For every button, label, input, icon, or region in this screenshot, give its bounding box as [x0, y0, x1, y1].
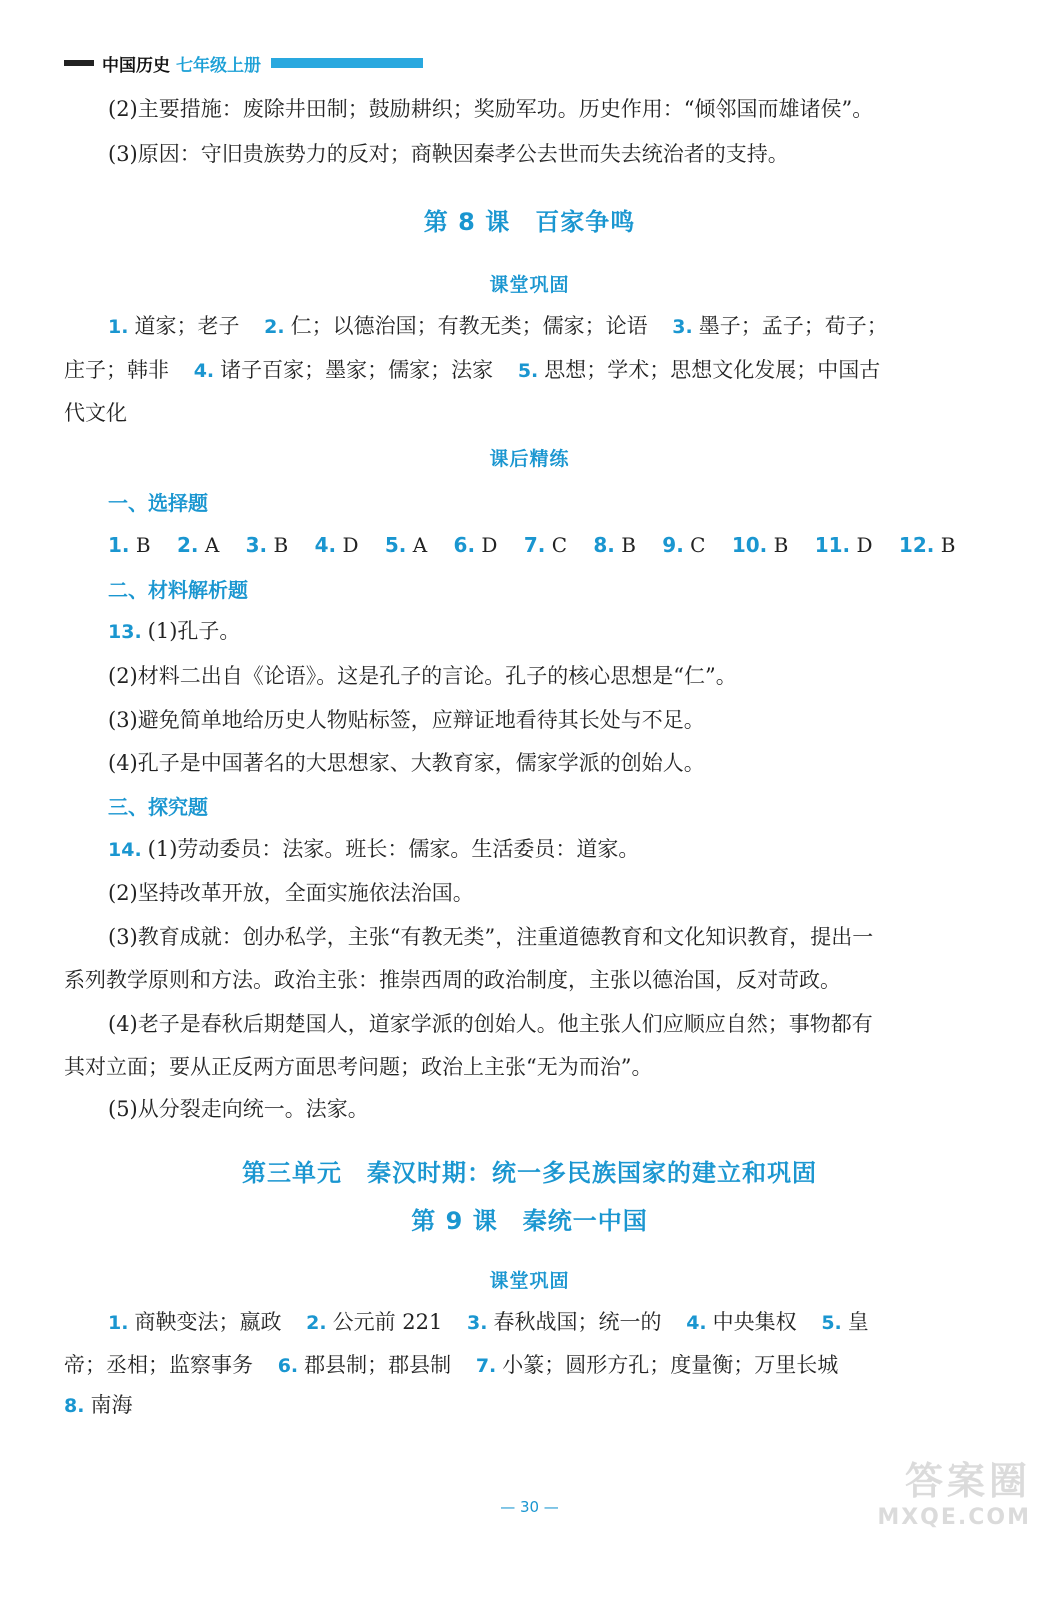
q13-part-1: [108, 616, 240, 647]
q13-part-4: (4)孔子是中国著名的大思想家、大教育家，儒家学派的创始人。: [108, 751, 705, 775]
choice-answer: A: [412, 533, 428, 557]
q14-part-5: (5)从分裂走向统一。法家。: [108, 1097, 369, 1121]
choice-answer: D: [342, 533, 359, 557]
watermark-url: MXQE.COM: [877, 1505, 1031, 1530]
answer-text: 帝；丞相；监察事务: [64, 1353, 253, 1377]
page-number: — 30 —: [500, 1498, 559, 1516]
choice-item: [246, 533, 289, 557]
section-inquiry: 三、探究题: [108, 795, 208, 819]
answer-text: 道家；老子: [134, 314, 240, 338]
watermark-text: 答案圈: [904, 1459, 1031, 1503]
choice-item: [899, 533, 956, 557]
q-number: 3.: [245, 533, 268, 557]
q-number: 2.: [264, 316, 285, 338]
running-header: [64, 50, 423, 76]
choice-answer: B: [135, 533, 151, 557]
header-bar: [64, 60, 94, 66]
answer-text: 商鞅变法；嬴政: [134, 1310, 282, 1334]
lesson-8-consolidate-line-1: [108, 311, 888, 342]
q-number: 5.: [384, 533, 407, 557]
choice-item: [177, 533, 219, 557]
answer-text: 春秋战国；统一的: [493, 1310, 662, 1334]
answer-text: (1)劳动委员：法家。班长：儒家。生活委员：道家。: [147, 837, 640, 861]
choice-item: [662, 533, 705, 557]
choice-answer: C: [690, 533, 706, 557]
lesson-9-title: 第 9 课 秦统一中国: [411, 1207, 648, 1235]
q-number: 1.: [108, 533, 130, 557]
q-number: 9.: [662, 533, 684, 557]
choice-item: [732, 533, 789, 557]
lesson-8-consolidate-line-2: [64, 355, 880, 386]
choice-item: [593, 533, 636, 557]
section-multiple-choice: 一、选择题: [108, 491, 208, 515]
q-number: 8.: [64, 1395, 85, 1417]
q-number: 4.: [686, 1312, 707, 1334]
lesson-9-consolidate-line-3: [64, 1390, 132, 1421]
choice-answer: D: [481, 533, 498, 557]
prev-answer-2: (2)主要措施：废除井田制；鼓励耕织；奖励军功。历史作用：“倾邻国而雄诸侯”。: [108, 97, 874, 121]
book-title: 中国历史: [102, 55, 170, 76]
q-number: 7.: [523, 533, 546, 557]
q14-part-3b: 系列教学原则和方法。政治主张：推崇西周的政治制度，主张以德治国，反对苛政。: [64, 968, 841, 992]
q-number: 4.: [193, 360, 215, 382]
lesson-9-consolidate-line-2: [64, 1350, 838, 1381]
q-number: 8.: [593, 533, 615, 557]
lesson-9-consolidate-line-1: [108, 1307, 869, 1338]
answer-text: 庄子；韩非: [64, 358, 169, 382]
choice-answer: D: [856, 533, 873, 557]
q-number: 7.: [475, 1355, 497, 1377]
answer-text: 诸子百家；墨家；儒家；法家: [220, 358, 494, 382]
q-number: 5.: [821, 1312, 842, 1334]
q-number: 11.: [814, 533, 851, 557]
q-number: 2.: [306, 1312, 327, 1334]
q-number: 13.: [108, 621, 142, 643]
choice-answer: B: [621, 533, 636, 557]
header-stripe: [271, 58, 423, 68]
answer-text: (1)孔子。: [147, 619, 241, 643]
answer-text: 皇: [847, 1310, 869, 1334]
choice-item: [524, 533, 567, 557]
answer-text: 小篆；圆形方孔；度量衡；万里长城: [502, 1353, 839, 1377]
q14-part-3a: (3)教育成就：创办私学，主张“有教无类”，注重道德教育和文化知识教育，提出一: [108, 925, 874, 949]
choice-answer: A: [204, 533, 220, 557]
q-number: 5.: [517, 360, 539, 382]
answer-text: 郡县制；郡县制: [304, 1353, 452, 1377]
choice-item: [385, 533, 427, 557]
q-number: 6.: [453, 533, 476, 557]
choice-item: [815, 533, 873, 557]
choice-item: [454, 533, 498, 557]
lesson-8-consolidate-line-3: 代文化: [64, 401, 127, 425]
q-number: 12.: [898, 533, 935, 557]
prev-answer-3: (3)原因：守旧贵族势力的反对；商鞅因秦孝公去世而失去统治者的支持。: [108, 142, 789, 166]
q14-part-1: [108, 834, 639, 865]
q-number: 1.: [108, 1312, 129, 1334]
q14-part-4a: (4)老子是春秋后期楚国人，道家学派的创始人。他主张人们应顺应自然；事物都有: [108, 1012, 873, 1036]
q-number: 3.: [467, 1312, 488, 1334]
answer-text: 墨子；孟子；荀子；: [698, 314, 888, 338]
q-number: 6.: [277, 1355, 299, 1377]
answer-text: 中央集权: [712, 1310, 797, 1334]
answer-text: 南海: [90, 1393, 133, 1417]
choice-item: [108, 533, 151, 557]
q14-part-4b: 其对立面；要从正反两方面思考问题；政治上主张“无为而治”。: [64, 1055, 653, 1079]
choice-item: [315, 533, 359, 557]
section-material-analysis: 二、材料解析题: [108, 578, 248, 602]
unit-3-title: 第三单元 秦汉时期：统一多民族国家的建立和巩固: [242, 1159, 817, 1187]
q-number: 2.: [176, 533, 199, 557]
watermark-logo: [851, 1450, 1031, 1560]
q14-part-2: (2)坚持改革开放，全面实施依法治国。: [108, 881, 474, 905]
q13-part-2: (2)材料二出自《论语》。这是孔子的言论。孔子的核心思想是“仁”。: [108, 664, 737, 688]
q-number: 3.: [672, 316, 693, 338]
choice-answer: B: [940, 533, 956, 557]
q-number: 4.: [314, 533, 337, 557]
answer-text: 仁；以德治国；有教无类；儒家；论语: [290, 314, 648, 338]
q-number: 1.: [108, 316, 129, 338]
lesson-8-consolidate-heading: 课堂巩固: [489, 274, 570, 296]
choice-answer: B: [773, 533, 789, 557]
q-number: 14.: [108, 839, 142, 861]
choice-answer: C: [551, 533, 567, 557]
answer-text: 公元前 221: [332, 1310, 443, 1334]
lesson-9-consolidate-heading: 课堂巩固: [489, 1270, 570, 1292]
q-number: 10.: [731, 533, 768, 557]
multiple-choice-answers: [108, 530, 975, 560]
lesson-8-practice-heading: 课后精练: [489, 448, 570, 470]
q13-part-3: (3)避免简单地给历史人物贴标签，应辩证地看待其长处与不足。: [108, 708, 705, 732]
lesson-8-title: 第 8 课 百家争鸣: [423, 208, 636, 236]
choice-answer: B: [273, 533, 289, 557]
grade-label: 七年级上册: [176, 55, 261, 76]
answer-text: 思想；学术；思想文化发展；中国古: [544, 358, 881, 382]
